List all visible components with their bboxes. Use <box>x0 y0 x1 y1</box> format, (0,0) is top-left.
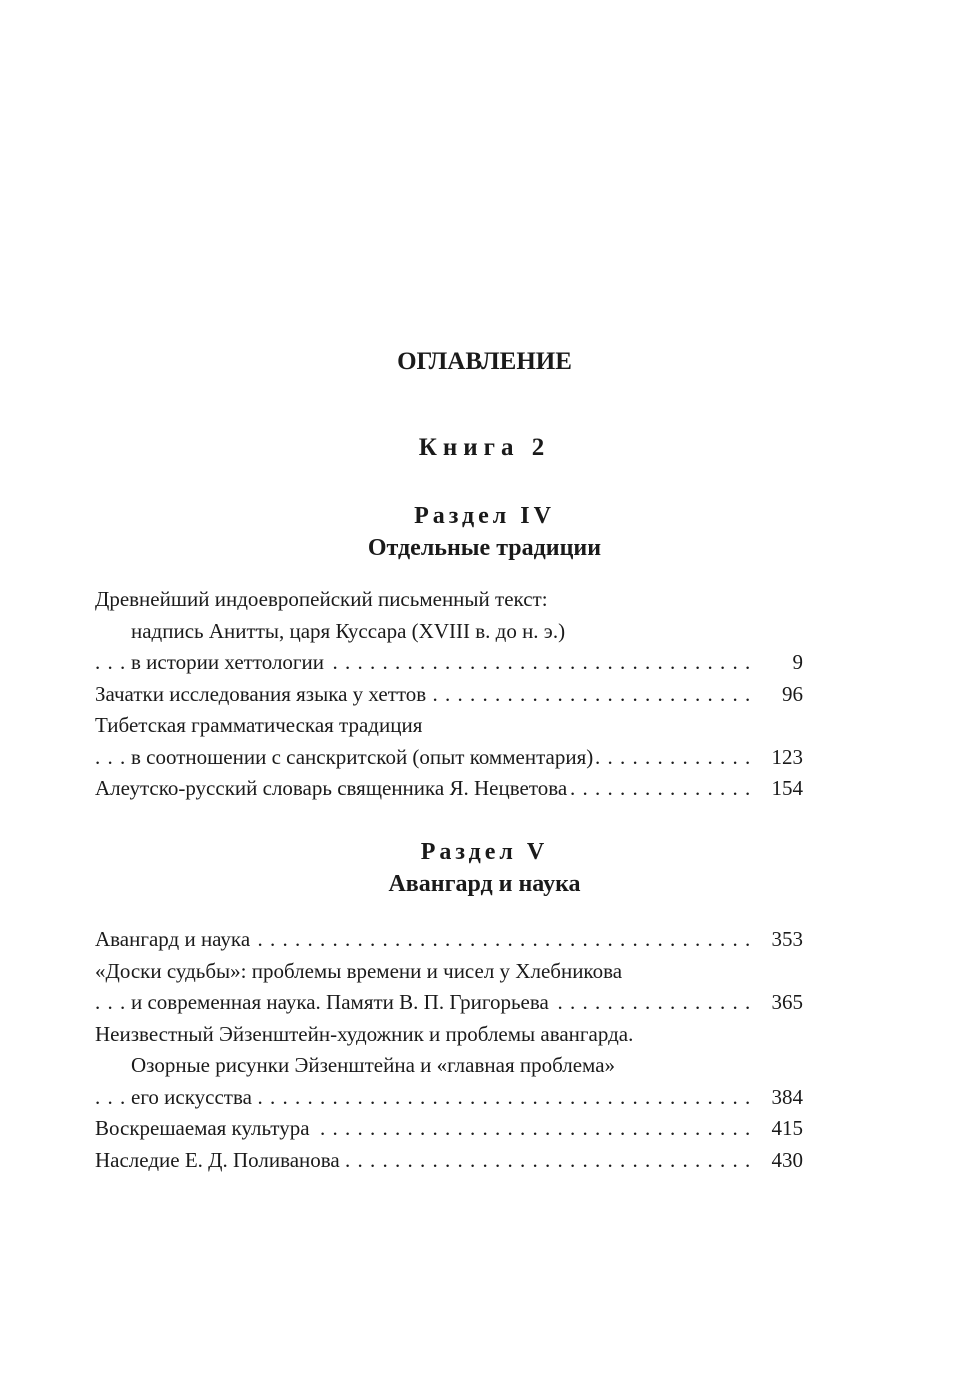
toc-entry-line: и современная наука. Памяти В. П. Григорьева 365 . . . <box>95 987 803 1019</box>
toc-entry-line: Воскрешаемая культура 415 . . . <box>95 1113 803 1145</box>
page-number: 9 <box>753 647 803 679</box>
book-heading: Книга 2 <box>418 434 551 461</box>
toc-entry-line: «Доски судьбы»: проблемы времени и чисел у Хлебникова <box>95 956 803 988</box>
toc-entry-line: Тибетская грамматическая традиция <box>95 710 803 742</box>
page-number: 365 <box>753 987 803 1019</box>
toc-entry-line: Алеутско-русский словарь священника Я. Нецветова 154 . . . <box>95 773 803 805</box>
toc-entry-line: его искусства 384 . . . <box>95 1082 803 1114</box>
toc-entry-line: в соотношении с санскритской (опыт комментария) 123 . . . <box>95 742 803 774</box>
section-number: Раздел V <box>420 839 549 865</box>
page-number: 353 <box>753 924 803 956</box>
page-number: 430 <box>753 1145 803 1177</box>
section-name: Авангард и наука <box>388 871 581 897</box>
toc-entry-line: Древнейший индоевропейский письменный текст: <box>95 584 803 616</box>
page-title: ОГЛАВЛЕНИЕ <box>397 348 572 375</box>
page-number: 415 <box>753 1113 803 1145</box>
toc-entry-line: Озорные рисунки Эйзенштейна и «главная проблема» <box>95 1050 803 1082</box>
page-number: 96 <box>753 679 803 711</box>
toc-list-section-5 <box>95 924 803 1176</box>
toc-entry-line: Авангард и наука 353 . . . <box>95 924 803 956</box>
page-number: 154 <box>753 773 803 805</box>
toc-entry-line: Неизвестный Эйзенштейн-художник и проблемы авангарда. <box>95 1019 803 1051</box>
toc-list-section-4 <box>95 584 803 805</box>
toc-entry-line: надпись Анитты, царя Куссара (XVIII в. до н. э.) <box>95 616 803 648</box>
toc-entry-line: Зачатки исследования языка у хеттов 96 . . . <box>95 679 803 711</box>
section-name: Отдельные традиции <box>367 535 602 561</box>
page-number: 384 <box>753 1082 803 1114</box>
section-number: Раздел IV <box>414 503 555 529</box>
toc-entry-line: в истории хеттологии 9 . . . <box>95 647 803 679</box>
page-number: 123 <box>753 742 803 774</box>
toc-entry-line: Наследие Е. Д. Поливанова 430 . . . <box>95 1145 803 1177</box>
